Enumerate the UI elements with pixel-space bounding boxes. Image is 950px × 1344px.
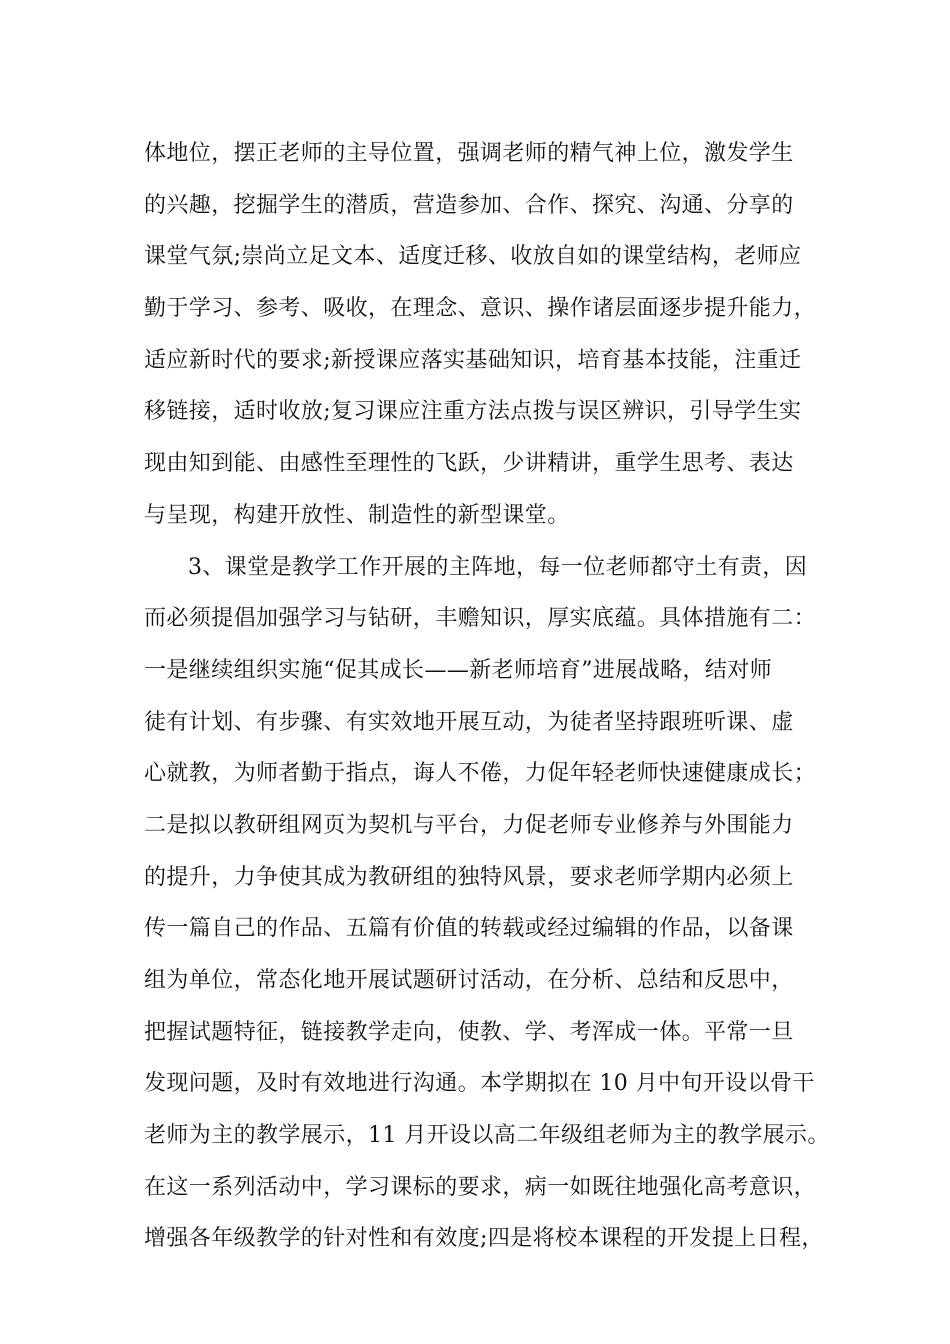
- text-line: 把握试题特征，链接教学走向，使教、学、考浑成一体。平常一旦: [144, 1019, 794, 1045]
- text-line: 传一篇自己的作品、五篇有价值的转载或经过编辑的作品，以备课: [144, 916, 794, 942]
- text-line: 一是继续组织实施“促其成长——新老师培育”进展战略，结对师: [144, 657, 773, 683]
- text-line: 的兴趣，挖掘学生的潜质，营造参加、合作、探究、沟通、分享的: [144, 192, 794, 218]
- text-line: 体地位，摆正老师的主导位置，强调老师的精气神上位，激发学生: [144, 141, 794, 166]
- text-line: 勤于学习、参考、吸收，在理念、意识、操作诸层面逐步提升能力，: [144, 296, 817, 322]
- text-line: 发现问题，及时有效地进行沟通。本学期拟在 10 月中旬开设以骨干: [144, 1071, 815, 1097]
- text-line: 增强各年级教学的针对性和有效度;四是将校本课程的开发提上日程，: [144, 1226, 824, 1252]
- paragraph-start-line: 3、课堂是教学工作开展的主阵地，每一位老师都守土有责，因: [188, 554, 808, 580]
- text-line: 老师为主的教学展示，11 月开设以高二年级组老师为主的教学展示。: [144, 1123, 830, 1149]
- text-line: 适应新时代的要求;新授课应落实基础知识，培育基本技能，注重迁: [144, 347, 802, 373]
- text-line: 现由知到能、由感性至理性的飞跃，少讲精讲，重学生思考、表达: [144, 451, 794, 477]
- text-line: 心就教，为师者勤于指点，诲人不倦，力促年轻老师快速健康成长；: [144, 761, 817, 787]
- text-line: 组为单位，常态化地开展试题研讨活动，在分析、总结和反思中，: [144, 968, 794, 993]
- text-line: 移链接，适时收放;复习课应注重方法点拨与误区辨识，引导学生实: [144, 399, 802, 425]
- text-line: 与呈现，构建开放性、制造性的新型课堂。: [144, 502, 570, 528]
- text-line: 课堂气氛;崇尚立足文本、适度迁移、收放自如的课堂结构，老师应: [144, 244, 802, 270]
- text-line: 在这一系列活动中，学习课标的要求，病一如既往地强化高考意识，: [144, 1174, 817, 1200]
- text-line: 而必须提倡加强学习与钻研，丰赡知识，厚实底蕴。具体措施有二：: [144, 606, 817, 632]
- text-line: 的提升，力争使其成为教研组的独特风景，要求老师学期内必须上: [144, 864, 794, 890]
- text-line: 二是拟以教研组网页为契机与平台，力促老师专业修养与外围能力: [144, 812, 794, 838]
- text-line: 徒有计划、有步骤、有实效地开展互动，为徒者坚持跟班听课、虚: [144, 709, 794, 735]
- body-text: [144, 128, 834, 1265]
